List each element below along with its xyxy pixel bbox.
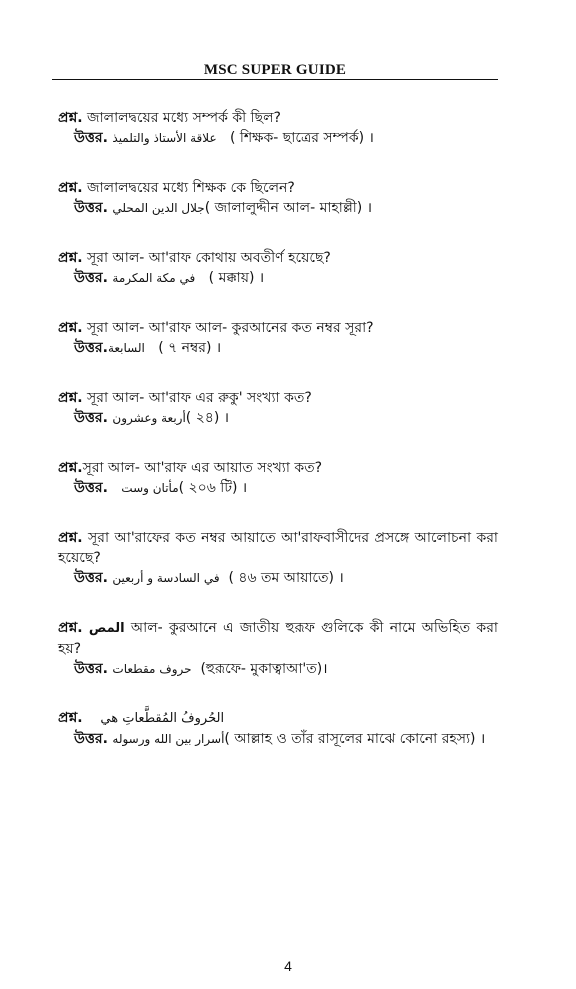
answer-bengali: ( আল্লাহ ও তাঁর রাসূলের মাঝে কোনো রহস্য) ।: [224, 731, 486, 747]
question-label: প্রশ্ন.: [58, 530, 83, 546]
question-label: প্রশ্ন.: [58, 460, 83, 476]
qa-item-4: [58, 318, 498, 358]
question-label: প্রশ্ন.: [58, 320, 83, 336]
answer-line: [58, 198, 498, 218]
answer-bengali: ( মক্কায়) ।: [208, 270, 265, 286]
question-text: সূরা আল- আ'রাফ কোথায় অবতীর্ণ হয়েছে?: [87, 250, 331, 266]
question-line: [58, 528, 498, 568]
header-title: MSC SUPER GUIDE: [203, 62, 347, 78]
answer-line: [58, 268, 498, 288]
qa-item-5: [58, 388, 498, 428]
question-label: প্রশ্ন.: [58, 110, 83, 126]
question-text: সূরা আল- আ'রাফ এর রুকু' সংখ্যা কত?: [87, 390, 312, 406]
question-text: সূরা আল- আ'রাফ আল- কুরআনের কত নম্বর সূরা?: [87, 320, 374, 336]
answer-arabic: أربعة وعشرون: [112, 411, 186, 425]
answer-line: [58, 128, 498, 148]
answer-label: উত্তর.: [74, 570, 108, 586]
qa-item-3: [58, 248, 498, 288]
qa-item-2: [58, 178, 498, 218]
question-text: আল- কুরআনে এ জাতীয় হুরূফ গুলিকে কী নামে অভিহিত করা হয়?: [58, 620, 498, 657]
answer-label: উত্তর.: [74, 270, 108, 286]
question-line: [58, 318, 498, 338]
qa-item-9: [58, 708, 498, 749]
question-label: প্রশ্ন.: [58, 710, 83, 726]
header-rule: [52, 79, 498, 80]
answer-bengali: ( ২৪) ।: [185, 410, 230, 426]
question-label: প্রশ্ন.: [58, 620, 83, 636]
question-label: প্রশ্ন.: [58, 180, 83, 196]
question-line: [58, 388, 498, 408]
answer-label: উত্তর.: [74, 410, 108, 426]
question-line: [58, 108, 498, 128]
question-label: প্রশ্ন.: [58, 250, 83, 266]
answer-label: উত্তর.: [74, 480, 108, 496]
answer-bengali: ( ৭ নম্বর) ।: [158, 340, 222, 356]
answer-line: [58, 659, 498, 679]
answer-arabic: أسرار بين الله ورسوله: [112, 732, 225, 746]
answer-bengali: ( ৪৬ তম আয়াতে) ।: [228, 570, 344, 586]
answer-line: [58, 729, 498, 749]
answer-arabic: السابعة: [107, 341, 145, 355]
answer-arabic: جلال الدين المحلي: [112, 201, 205, 215]
qa-item-7: [58, 528, 498, 588]
question-text: জালালদ্বয়ের মধ্যে সম্পর্ক কী ছিল?: [87, 110, 281, 126]
answer-label: উত্তর.: [74, 200, 108, 216]
answer-arabic: مأتان وست: [121, 481, 179, 495]
qa-item-8: [58, 618, 498, 679]
answer-label: উত্তর.: [74, 661, 108, 677]
answer-arabic: في مكة المكرمة: [112, 271, 196, 285]
question-line: [58, 458, 498, 478]
answer-bengali: ( জালালুদ্দীন আল- মাহাল্লী) ।: [204, 200, 373, 216]
answer-arabic: في السادسة و أربعين: [112, 571, 220, 585]
answer-line: [58, 478, 498, 498]
answer-line: [58, 408, 498, 428]
qa-item-1: [58, 108, 498, 148]
page-number: 4: [284, 958, 292, 974]
question-line: [58, 248, 498, 268]
answer-label: উত্তর.: [74, 731, 108, 747]
answer-line: [58, 568, 498, 588]
question-text: জালালদ্বয়ের মধ্যে শিক্ষক কে ছিলেন?: [87, 180, 295, 196]
answer-arabic: علاقة الأستاذ والتلميذ: [112, 131, 217, 145]
answer-bengali: ( শিক্ষক- ছাত্রের সম্পর্ক) ।: [229, 130, 374, 146]
question-line: [58, 178, 498, 198]
question-text: সূরা আল- আ'রাফ এর আয়াত সংখ্যা কত?: [82, 460, 323, 476]
answer-bengali: (হুরূফে- মুকাত্বাআ'ত)।: [200, 661, 328, 677]
question-arabic: الحُروفُ المُقطَّعاتِ هي: [100, 711, 225, 726]
question-line: [58, 708, 498, 729]
question-arabic: المص: [88, 621, 125, 636]
question-line: [58, 618, 498, 659]
answer-bengali: ( ২০৬ টি) ।: [178, 480, 248, 496]
qa-item-6: [58, 458, 498, 498]
answer-arabic: حروف مقطعات: [112, 662, 192, 676]
question-text: সূরা আ'রাফের কত নম্বর আয়াতে আ'রাফবাসীদের প্রসঙ্গে আলোচনা করা হয়েছে?: [58, 530, 498, 566]
answer-label: উত্তর.: [74, 130, 108, 146]
answer-line: [58, 338, 498, 358]
question-label: প্রশ্ন.: [58, 390, 83, 406]
answer-label: উত্তর.: [74, 340, 108, 356]
